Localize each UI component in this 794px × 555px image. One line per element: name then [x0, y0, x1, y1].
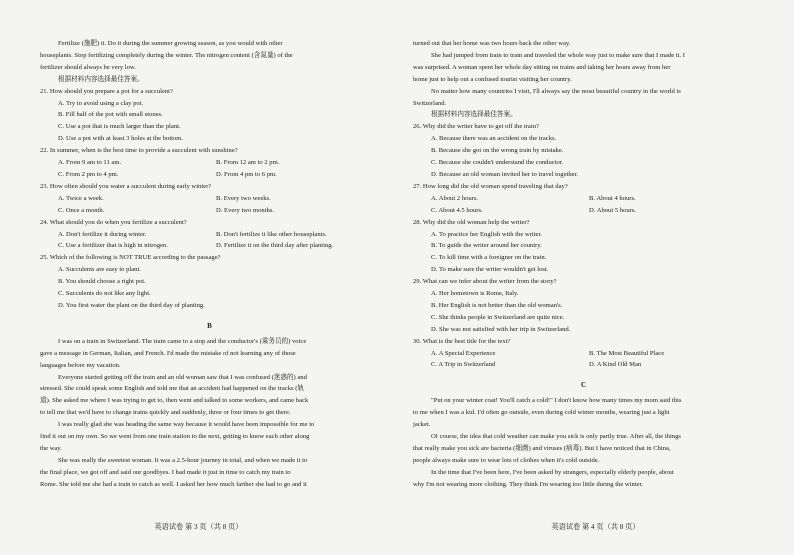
- option[interactable]: D. A Kind Old Man: [589, 361, 642, 369]
- option[interactable]: C. About 4.5 hours.: [431, 206, 483, 214]
- option[interactable]: D. Fertilize it on the third day after planting.: [216, 242, 334, 250]
- option[interactable]: D. She was not satisfied with her trip in Switzerland.: [431, 325, 571, 333]
- option[interactable]: B. You should choose a right pot.: [58, 278, 146, 286]
- option[interactable]: C. A Trip in Switzerland: [431, 361, 496, 369]
- question-stem: 24. What should you do when you fertilize a succulent?: [40, 218, 187, 226]
- option-row: [413, 193, 754, 205]
- option[interactable]: D. You first water the plant on the third day of planting.: [58, 301, 205, 309]
- instruction: 根据材料内容选择最佳答案。: [431, 111, 517, 119]
- option[interactable]: A. From 9 am to 11 am.: [58, 159, 122, 167]
- passage-line: turned out that her home was two hours back the other way.: [413, 40, 571, 47]
- passage-line: why I'm not wearing more clothing. They think I'm wearing too little during the winter.: [413, 480, 644, 488]
- option[interactable]: B. Her English is not better than the old woman's.: [431, 301, 563, 309]
- passage-line: gave a message in German, Italian, and French. I'd made the mistake of not learning any of those: [40, 349, 296, 357]
- option[interactable]: D. About 5 hours.: [589, 206, 637, 214]
- question-stem: 22. In summer, when is the best time to provide a succulent with sunshine?: [40, 147, 238, 155]
- passage-line: that really make you sick are bacteria (细菌) and viruses (病毒). But I have noticed that in China,: [413, 445, 671, 452]
- option-row: [40, 193, 379, 205]
- intro-line: houseplants. Stop fertilizing completely during the winter. The nitrogen content (含氮量) of the: [40, 51, 293, 59]
- instruction: 根据材料内容选择最佳答案。: [58, 75, 144, 83]
- option[interactable]: A. Her hometown is Rome, Italy.: [431, 290, 519, 298]
- passage-line: home just to help out a confused tourist visiting her country.: [413, 75, 572, 83]
- option[interactable]: A. Try to avoid using a clay pot.: [58, 99, 144, 107]
- question-stem: 25. Which of the following is NOT TRUE according to the passage?: [40, 254, 221, 262]
- passage-line: the way.: [40, 445, 62, 452]
- passage-line: I was really glad she was heading the same way because it would have been impossible for me to: [58, 421, 315, 429]
- option-row: [413, 348, 754, 360]
- option[interactable]: C. Once a month.: [58, 206, 105, 214]
- passage-line: stressed. She could speak some English and told me that an accident had happened on the tracks (轨: [40, 385, 305, 393]
- option[interactable]: A. About 2 hours.: [431, 194, 479, 202]
- option[interactable]: C. Succulents do not like any light.: [58, 290, 151, 298]
- question-stem: 29. What can we infer about the writer from the story?: [413, 278, 557, 286]
- option-row: [40, 169, 379, 181]
- option[interactable]: C. To kill time with a foreigner on the train.: [431, 254, 547, 262]
- option[interactable]: D. From 4 pm to 6 pm.: [216, 170, 277, 178]
- option[interactable]: D. To make sure the writer wouldn't get lost.: [431, 266, 549, 274]
- option[interactable]: B. The Most Beautiful Place: [589, 349, 665, 357]
- option[interactable]: B. Fill half of the pot with small stones.: [58, 111, 163, 119]
- passage-line: Everyone started getting off the train and an old woman saw that I was confused (迷惑的) and: [58, 373, 307, 381]
- passage-line: find it out on my own. So we went from one train station to the next, getting to know each other along: [40, 433, 310, 441]
- intro-line: fertilizer should always be very low.: [40, 63, 136, 71]
- section-heading: C: [580, 381, 587, 390]
- passage-line: to me when I was a kid. I'd often go outside, even during cold winter months, wearing just a light: [413, 409, 670, 417]
- option[interactable]: C. Because she couldn't understand the conductor.: [431, 159, 564, 167]
- option[interactable]: B. Because she got on the wrong train by mistake.: [431, 147, 564, 155]
- question-stem: 23. How often should you water a succulent during early winter?: [40, 182, 212, 190]
- question-stem: 27. How long did the old woman spend traveling that day?: [413, 182, 568, 190]
- option[interactable]: A. Because there was an accident on the tracks.: [431, 135, 557, 143]
- intro-line: Fertilize (施肥) it. Do it during the summer growing season, as you would with other: [58, 40, 283, 47]
- passage-line: "Put on your winter coat! You'll catch a cold!" I don't know how many times my mom said this: [431, 397, 682, 405]
- passage-line: Switzerland.: [413, 99, 447, 107]
- option[interactable]: B. Every two weeks.: [216, 194, 271, 202]
- passage-line: No matter how many countries I visit, I'll always say the most beautiful country in the world is: [431, 87, 681, 95]
- passage-line: the final place, we got off and said our goodbyes. I had made it just in time to catch my train to: [40, 468, 291, 476]
- question-stem: 30. What is the best title for the text?: [413, 337, 511, 345]
- option[interactable]: D. Every two months.: [216, 206, 275, 214]
- option-row: [413, 205, 754, 217]
- option[interactable]: D. Because an old woman invited her to travel together.: [431, 170, 579, 178]
- passage-line: Of course, the idea that cold weather can make you sick is only partly true. After all, the things: [431, 433, 681, 441]
- option[interactable]: D. Use a pot with at least 3 holes at the bottom.: [58, 135, 184, 143]
- option-row: [413, 359, 754, 371]
- option[interactable]: A. Twice a week.: [58, 194, 104, 202]
- passage-line: In the time that I've been here, I've been asked by strangers, especially elderly people, about: [431, 468, 674, 476]
- option-row: [40, 205, 379, 217]
- passage-line: 道). She asked me where I was trying to get to, then went and talked to some workers, and came back: [40, 397, 309, 405]
- option[interactable]: C. Use a fertilizer that is high in nitrogen.: [58, 242, 168, 250]
- option[interactable]: B. From 12 am to 2 pm.: [216, 159, 280, 167]
- option[interactable]: B. To guide the writer around her country.: [431, 242, 542, 250]
- option[interactable]: A. To practice her English with the writer.: [431, 230, 542, 238]
- option[interactable]: B. Don't fertilize it like other houseplants.: [216, 230, 327, 238]
- option-row: [40, 229, 379, 241]
- option[interactable]: A. A Special Experience: [431, 349, 496, 357]
- option-row: [40, 240, 379, 252]
- option[interactable]: C. She thinks people in Switzerland are quite nice.: [431, 313, 565, 321]
- question-stem: 28. Why did the old woman help the writer?: [413, 218, 530, 226]
- passage-line: jacket.: [413, 421, 431, 429]
- page-footer: 英语试卷 第 4 页（共 8 页）: [551, 523, 640, 531]
- passage-line: was surprised. A woman spent her whole day sitting on trains and taking her hours away from her: [413, 63, 671, 71]
- option[interactable]: A. Succulents are easy to plant.: [58, 266, 141, 274]
- option[interactable]: C. Use a pot that is much larger than the plant.: [58, 123, 181, 131]
- option-row: [40, 157, 379, 169]
- passage-line: languages before my vacation.: [40, 361, 121, 369]
- option[interactable]: A. Don't fertilize it during winter.: [58, 230, 147, 238]
- question-stem: 21. How should you prepare a pot for a succulent?: [40, 87, 173, 95]
- passage-line: She was really the sweetest woman. It was a 2.5-hour journey in total, and when we made it to: [58, 456, 308, 464]
- option[interactable]: C. From 2 pm to 4 pm.: [58, 170, 119, 178]
- passage-line: She had jumped from train to train and traveled the whole way just to make sure that I made it. I: [431, 51, 685, 59]
- page-footer: 英语试卷 第 3 页（共 8 页）: [154, 523, 243, 531]
- passage-line: to tell me that we'd have to change trains quickly and suddenly, three or four times to get there.: [40, 409, 291, 417]
- right-page: [397, 0, 794, 555]
- passage-line: people always make sure to wear lots of clothes when it's cold outside.: [413, 456, 600, 464]
- option[interactable]: B. About 4 hours.: [589, 194, 636, 202]
- question-stem: 26. Why did the writer have to get off the train?: [413, 123, 539, 131]
- passage-line: I was on a train in Switzerland. The train came to a stop and the conductor's (乘务员的) voice: [58, 337, 307, 345]
- passage-line: Rome. She told me she had a train to catch as well. I asked her how much farther she had to go and it: [40, 480, 307, 488]
- section-heading: B: [207, 321, 212, 330]
